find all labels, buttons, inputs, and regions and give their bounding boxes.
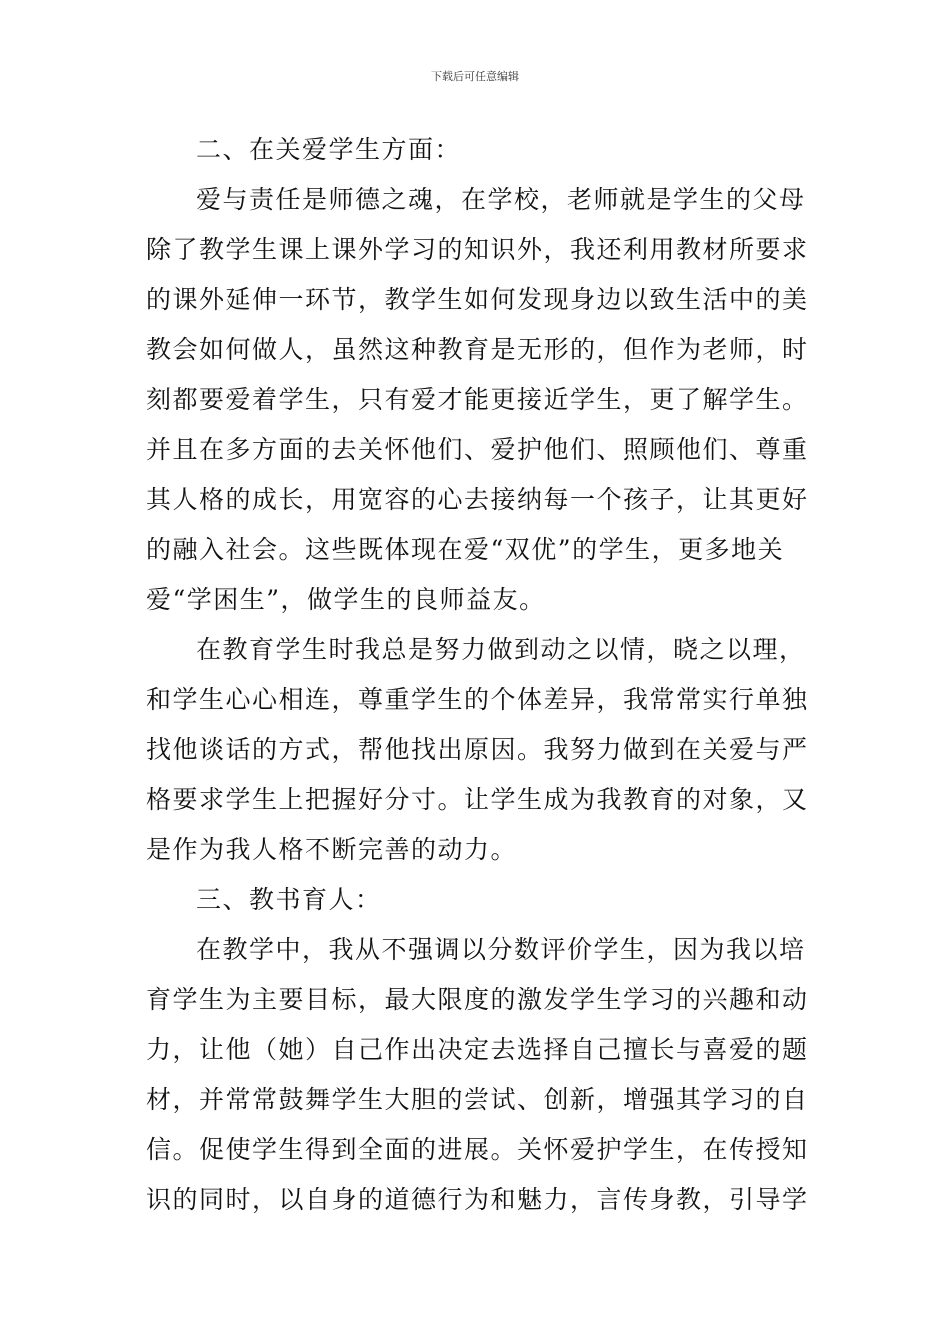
section-heading-2: 二、在关爱学生方面：: [196, 135, 462, 164]
paragraph-line: 在教育学生时我总是努力做到动之以情，晓之以理，: [196, 635, 806, 664]
paragraph-line: 爱“学困生”，做学生的良师益友。: [146, 585, 546, 614]
paragraph-line: 刻都要爱着学生，只有爱才能更接近学生，更了解学生。: [146, 385, 809, 414]
paragraph-line: 力，让他（她）自己作出决定去选择自己擅长与喜爱的题: [146, 1035, 809, 1064]
section-heading-3: 三、教书育人：: [196, 885, 382, 914]
paragraph-line: 的课外延伸一环节，教学生如何发现身边以致生活中的美: [146, 285, 809, 314]
paragraph-line: 教会如何做人，虽然这种教育是无形的，但作为老师，时: [146, 335, 809, 364]
paragraph-line: 的融入社会。这些既体现在爱“双优”的学生，更多地关: [146, 535, 785, 564]
paragraph-line: 除了教学生课上课外学习的知识外，我还利用教材所要求: [146, 235, 809, 264]
paragraph-line: 是作为我人格不断完善的动力。: [146, 835, 518, 864]
paragraph-line: 育学生为主要目标，最大限度的激发学生学习的兴趣和动: [146, 985, 809, 1014]
paragraph-line: 并且在多方面的去关怀他们、爱护他们、照顾他们、尊重: [146, 435, 809, 464]
paragraph-line: 找他谈话的方式，帮他找出原因。我努力做到在关爱与严: [146, 735, 809, 764]
paragraph-line: 信。促使学生得到全面的进展。关怀爱护学生，在传授知: [146, 1135, 809, 1164]
paragraph-line: 材，并常常鼓舞学生大胆的尝试、创新，增强其学习的自: [146, 1085, 809, 1114]
paragraph-line: 和学生心心相连，尊重学生的个体差异，我常常实行单独: [146, 685, 809, 714]
paragraph-line: 格要求学生上把握好分寸。让学生成为我教育的对象，又: [146, 785, 809, 814]
paragraph-line: 识的同时，以自身的道德行为和魅力，言传身教，引导学: [146, 1185, 809, 1214]
page-header: 下载后可任意编辑: [431, 70, 519, 83]
paragraph-line: 在教学中，我从不强调以分数评价学生，因为我以培: [196, 935, 806, 964]
paragraph-line: 其人格的成长，用宽容的心去接纳每一个孩子，让其更好: [146, 485, 809, 514]
paragraph-line: 爱与责任是师德之魂，在学校，老师就是学生的父母: [196, 185, 806, 214]
